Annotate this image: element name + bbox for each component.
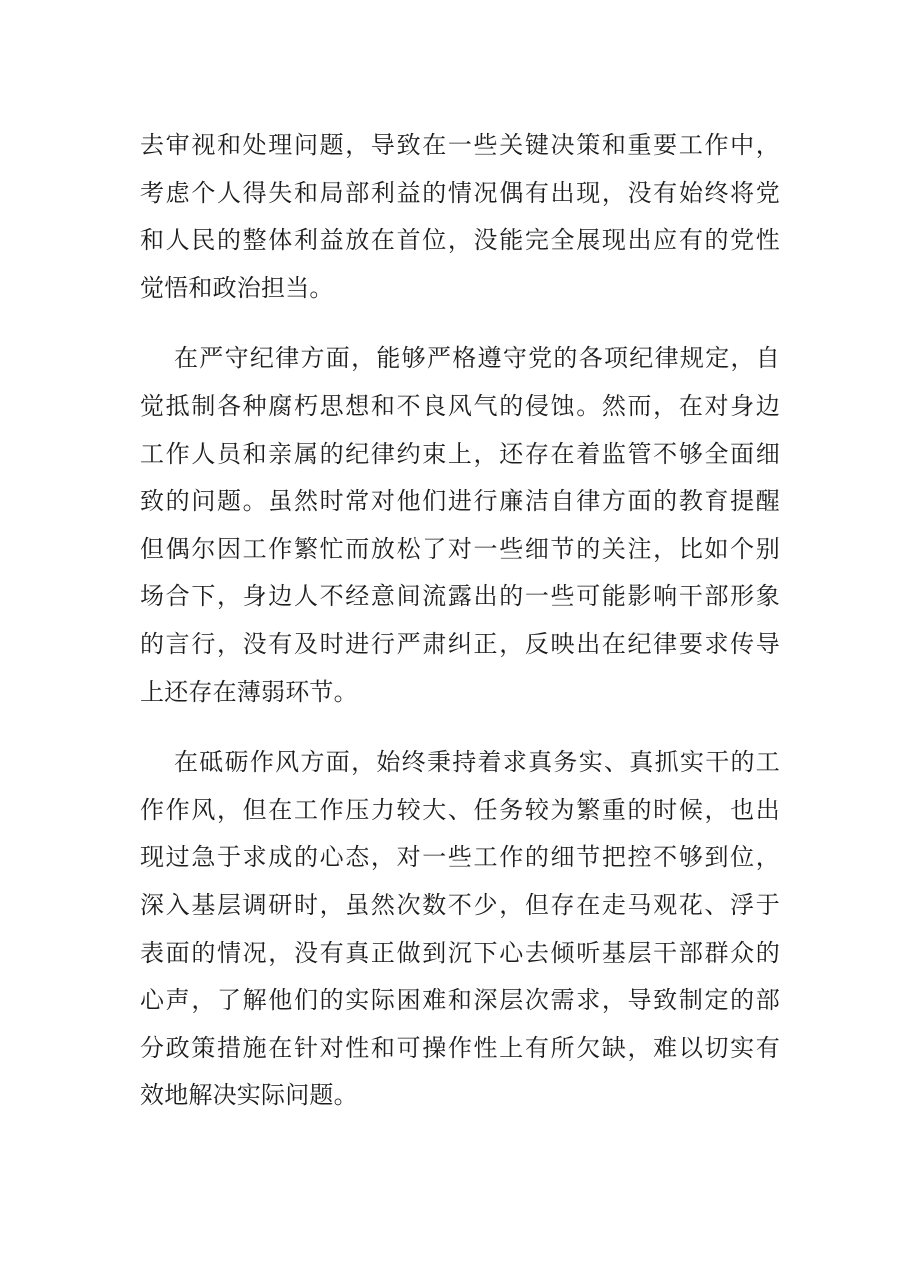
paragraph-line: 深入基层调研时，虽然次数不少，但存在走马观花、浮于 <box>140 890 780 919</box>
paragraph-line: 上还存在薄弱环节。 <box>140 677 358 706</box>
paragraph-line: 但偶尔因工作繁忙而放松了对一些细节的关注，比如个别 <box>140 534 780 563</box>
paragraph-line: 作作风，但在工作压力较大、任务较为繁重的时候，也出 <box>140 795 780 824</box>
paragraph-2 <box>140 335 780 716</box>
paragraph-line: 在砥砺作风方面，始终秉持着求真务实、真抓实干的工 <box>174 748 780 777</box>
paragraph-line: 工作人员和亲属的纪律约束上，还存在着监管不够全面细 <box>140 439 780 468</box>
document-body <box>140 122 780 1120</box>
paragraph-line: 分政策措施在针对性和可操作性上有所欠缺，难以切实有 <box>140 1033 780 1062</box>
paragraph-line: 觉悟和政治担当。 <box>140 273 334 302</box>
paragraph-line: 觉抵制各种腐朽思想和不良风气的侵蚀。然而，在对身边 <box>140 391 780 420</box>
paragraph-1 <box>140 122 780 312</box>
paragraph-line: 现过急于求成的心态，对一些工作的细节把控不够到位， <box>140 843 780 872</box>
paragraph-3 <box>140 739 780 1120</box>
paragraph-line: 致的问题。虽然时常对他们进行廉洁自律方面的教育提醒 <box>140 487 780 516</box>
paragraph-line: 和人民的整体利益放在首位，没能完全展现出应有的党性 <box>140 226 780 255</box>
paragraph-line: 去审视和处理问题，导致在一些关键决策和重要工作中， <box>140 131 780 159</box>
paragraph-line: 效地解决实际问题。 <box>140 1081 358 1110</box>
paragraph-line: 考虑个人得失和局部利益的情况偶有出现，没有始终将党 <box>140 178 780 207</box>
paragraph-line: 的言行，没有及时进行严肃纠正，反映出在纪律要求传导 <box>140 629 780 658</box>
paragraph-line: 表面的情况，没有真正做到沉下心去倾听基层干部群众的 <box>140 938 780 967</box>
paragraph-line: 在严守纪律方面，能够严格遵守党的各项纪律规定，自 <box>174 344 780 373</box>
paragraph-line: 心声，了解他们的实际困难和深层次需求，导致制定的部 <box>140 986 780 1015</box>
paragraph-line: 场合下，身边人不经意间流露出的一些可能影响干部形象 <box>140 582 780 611</box>
